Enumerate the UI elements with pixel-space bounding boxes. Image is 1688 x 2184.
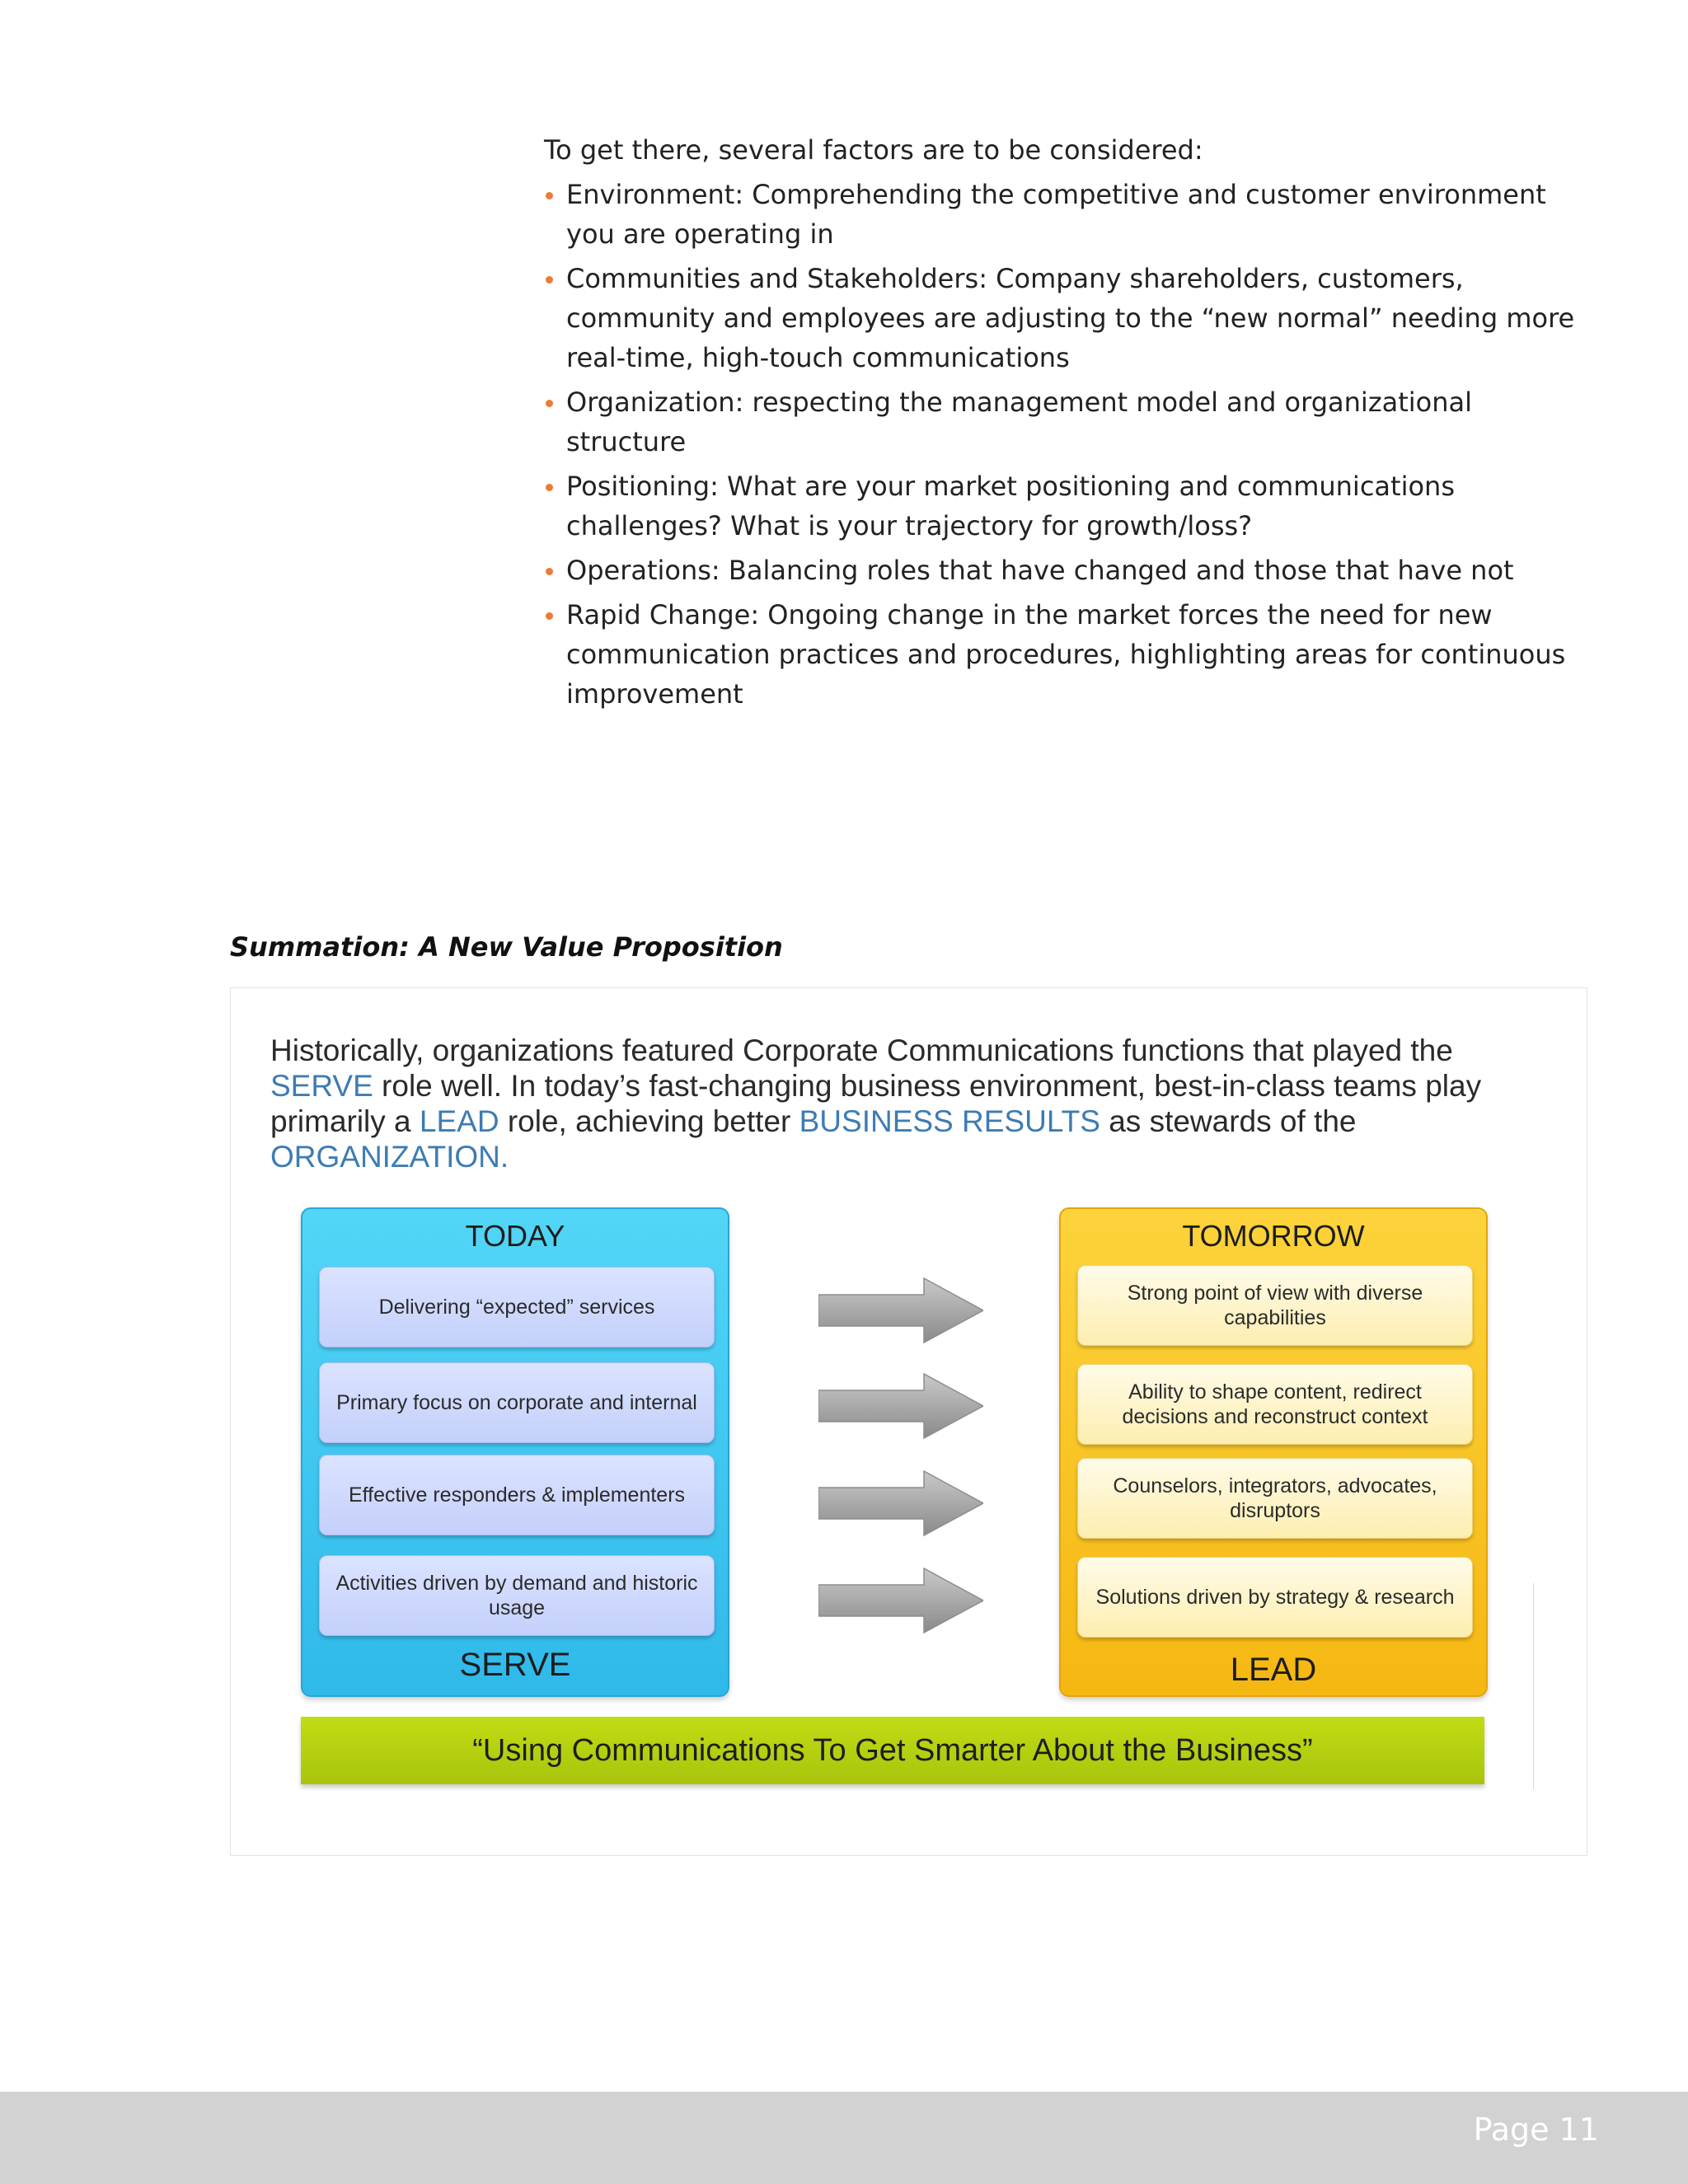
today-item: Effective responders & implementers [319,1455,715,1535]
bullet-dot-icon [546,568,553,575]
value-proposition-figure [230,987,1587,1856]
keyword-organization: ORGANIZATION. [270,1140,509,1174]
today-column [301,1207,729,1697]
bullet-dot-icon [546,400,553,407]
intro-segment: role, achieving better [499,1104,799,1138]
bullet-dot-icon [546,612,553,620]
section-title: Summation: A New Value Proposition [230,931,783,963]
factor-text: Environment: Comprehending the competitive and customer environment you are operating in [566,179,1546,250]
tomorrow-item: Ability to shape content, redirect decisions and reconstruct context [1077,1364,1473,1445]
tomorrow-header: TOMORROW [1182,1219,1365,1253]
today-item: Activities driven by demand and historic usage [319,1555,715,1636]
factor-text: Rapid Change: Ongoing change in the market forces the need for new communication practices and procedures, highlighting areas for continuous improvement [566,599,1566,710]
factor-text: Communities and Stakeholders: Company shareholders, customers, community and employees are adjusting to the “new normal” needing more real-time, high-touch communications [566,263,1575,373]
bullet-dot-icon [546,484,553,491]
today-item: Primary focus on corporate and internal [319,1362,715,1443]
tomorrow-footer: LEAD [1230,1652,1317,1688]
figure-edge-line [1533,1583,1534,1789]
tomorrow-item: Strong point of view with diverse capabilities [1077,1265,1473,1346]
right-arrow-icon [818,1277,983,1344]
factor-item-communities [544,259,1591,377]
keyword-serve: SERVE [270,1069,373,1103]
intro-segment: as stewards of the [1100,1104,1357,1138]
factor-item-organization [544,382,1591,462]
right-arrow-icon [818,1469,983,1537]
factor-text: Organization: respecting the management model and organizational structure [566,387,1473,457]
tomorrow-item: Counselors, integrators, advocates, disruptors [1077,1458,1473,1539]
bullet-dot-icon [546,276,553,284]
right-arrow-icon [818,1567,983,1634]
today-footer: SERVE [459,1647,571,1683]
tomorrow-item: Solutions driven by strategy & research [1077,1557,1473,1638]
page-number: Page 11 [1473,2111,1599,2148]
factor-text: Operations: Balancing roles that have changed and those that have not [566,555,1514,586]
tomorrow-column [1059,1207,1488,1697]
factor-item-rapid-change [544,595,1591,714]
today-header: TODAY [465,1219,565,1253]
factor-text: Positioning: What are your market positioning and communications challenges? What is your trajectory for growth/loss? [566,471,1455,541]
keyword-lead: LEAD [419,1104,499,1138]
intro-segment: role well. In today’s fast-changing business environment, best-in-class teams play primarily a [270,1069,1482,1138]
right-arrow-icon [818,1372,983,1440]
factor-item-environment [544,175,1591,254]
factors-intro: To get there, several factors are to be considered: [544,134,1203,166]
factors-list [544,175,1591,714]
factors-section [544,130,1591,719]
figure-intro-text [270,1033,1523,1174]
intro-segment: Historically, organizations featured Corporate Communications functions that played the [270,1033,1453,1067]
summary-banner: “Using Communications To Get Smarter About the Business” [301,1717,1484,1784]
keyword-business-results: BUSINESS RESULTS [799,1104,1100,1138]
factor-item-operations [544,551,1591,590]
factor-item-positioning [544,466,1591,546]
today-item: Delivering “expected” services [319,1267,715,1347]
page-footer [0,2092,1688,2184]
bullet-dot-icon [546,192,553,199]
